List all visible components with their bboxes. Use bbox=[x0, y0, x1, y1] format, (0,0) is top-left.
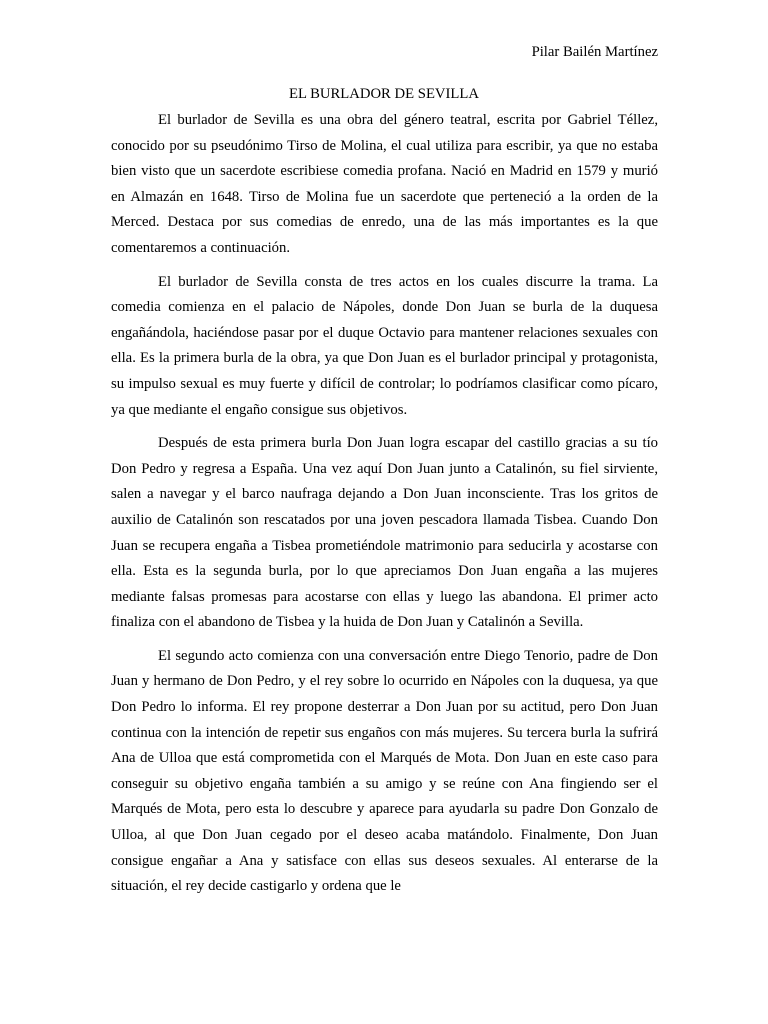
author-name: Pilar Bailén Martínez bbox=[531, 44, 658, 60]
document-body bbox=[111, 108, 658, 908]
paragraph: Después de esta primera burla Don Juan logra escapar del castillo gracias a su tío Don Pedro y regresa a España. Una vez aquí Don Juan junto a Catalinón, su fiel sirviente, salen a navegar y el barco naufraga dejando a Don Juan inconsciente. Tras los gritos de auxilio de Catalinón son rescatados por una joven pescadora llamada Tisbea. Cuando Don Juan se recupera engaña a Tisbea prometiéndole matrimonio para seducirla y acostarse con ella. Esta es la segunda burla, por lo que apreciamos Don Juan engaña a las mujeres mediante falsas promesas para acostarse con ellas y luego las abandona. El primer acto finaliza con el abandono de Tisbea y la huida de Don Juan y Catalinón a Sevilla. bbox=[111, 435, 658, 631]
paragraph: El burlador de Sevilla consta de tres actos en los cuales discurre la trama. La comedia comienza en el palacio de Nápoles, donde Don Juan se burla de la duquesa engañándola, haciéndose pasar por el duque Octavio para mantener relaciones sexuales con ella. Es la primera burla de la obra, ya que Don Juan es el burlador principal y protagonista, su impulso sexual es muy fuerte y difícil de controlar; lo podríamos clasificar como pícaro, ya que mediante el engaño consigue sus objetivos. bbox=[111, 273, 658, 418]
paragraph: El burlador de Sevilla es una obra del género teatral, escrita por Gabriel Téllez, conocido por su pseudónimo Tirso de Molina, el cual utiliza para escribir, ya que no estaba bien visto que un sacerdote escribiese comedia profana. Nació en Madrid en 1579 y murió en Almazán en 1648. Tirso de Molina fue un sacerdote que perteneció a la orden de la Merced. Destaca por sus comedias de enredo, una de las más importantes es la que comentaremos a continuación. bbox=[111, 112, 658, 256]
paragraph: El segundo acto comienza con una conversación entre Diego Tenorio, padre de Don Juan y hermano de Don Pedro, y el rey sobre lo ocurrido en Nápoles con la duquesa, ya que Don Pedro lo informa. El rey propone desterrar a Don Juan por su actitud, pero Don Juan continua con la intención de repetir sus engaños con más mujeres. Su tercera burla la sufrirá Ana de Ulloa que está comprometida con el Marqués de Mota. Don Juan en este caso para conseguir su objetivo engaña también a su amigo y se reúne con Ana fingiendo ser el Marqués de Mota, pero esta lo descubre y aparece para ayudarla su padre Don Gonzalo de Ulloa, al que Don Juan cegado por el deseo acaba matándolo. Finalmente, Don Juan consigue engañar a Ana y satisface con ellas sus deseos sexuales. Al enterarse de la situación, el rey decide castigarlo y ordena que le bbox=[111, 647, 658, 895]
document-title: EL BURLADOR DE SEVILLA bbox=[289, 86, 479, 102]
